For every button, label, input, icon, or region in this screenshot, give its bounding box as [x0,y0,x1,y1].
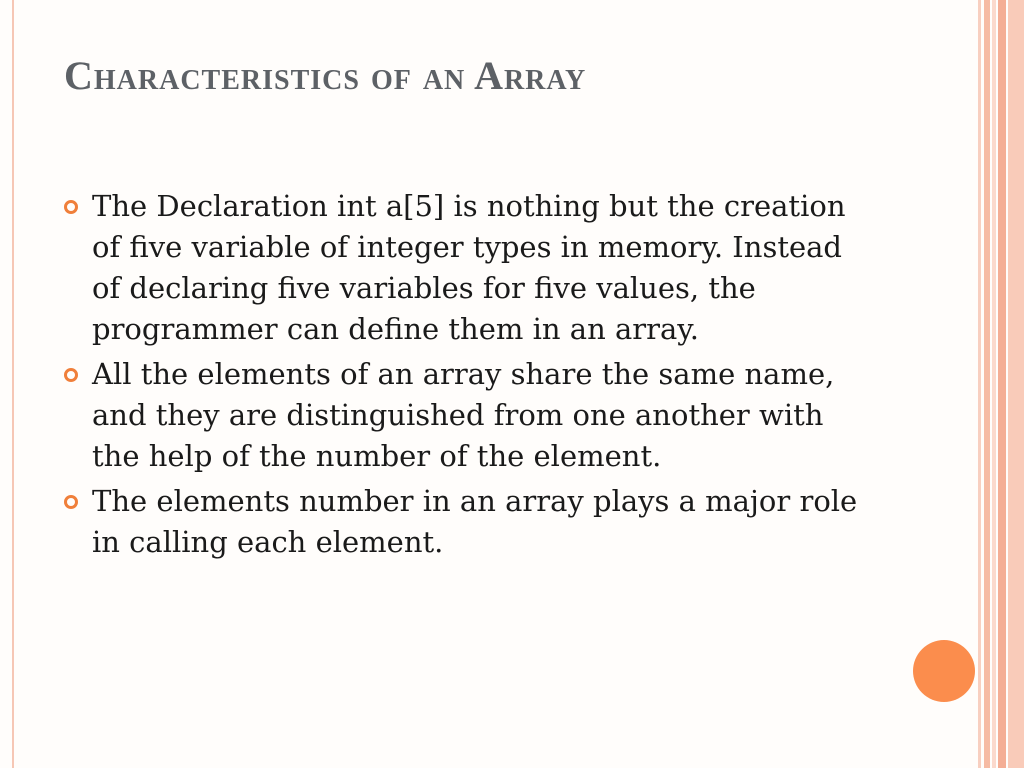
ring-bullet-icon [64,368,78,382]
bullet-text: All the elements of an array share the same name, and they are distinguished from one another with the help of the number of the element. [92,357,835,473]
right-stripe [992,0,996,768]
decorative-orange-circle [913,640,975,702]
bullet-text: The Declaration int a[5] is nothing but the creation of five variable of integer types in memory. Instead of declaring five variables for five values, the programmer can define them in an array. [92,189,846,346]
ring-bullet-icon [64,200,78,214]
bullet-list [62,186,872,567]
bullet-item [62,481,872,563]
left-border-line [12,0,14,768]
slide-title: Characteristics of an Array [64,53,587,98]
right-stripe [984,0,990,768]
bullet-item [62,186,872,350]
ring-bullet-icon [64,495,78,509]
bullet-text: The elements number in an array plays a major role in calling each element. [92,484,858,559]
bullet-item [62,354,872,477]
right-stripe [978,0,981,768]
right-stripe [1008,0,1024,768]
right-stripe [998,0,1006,768]
